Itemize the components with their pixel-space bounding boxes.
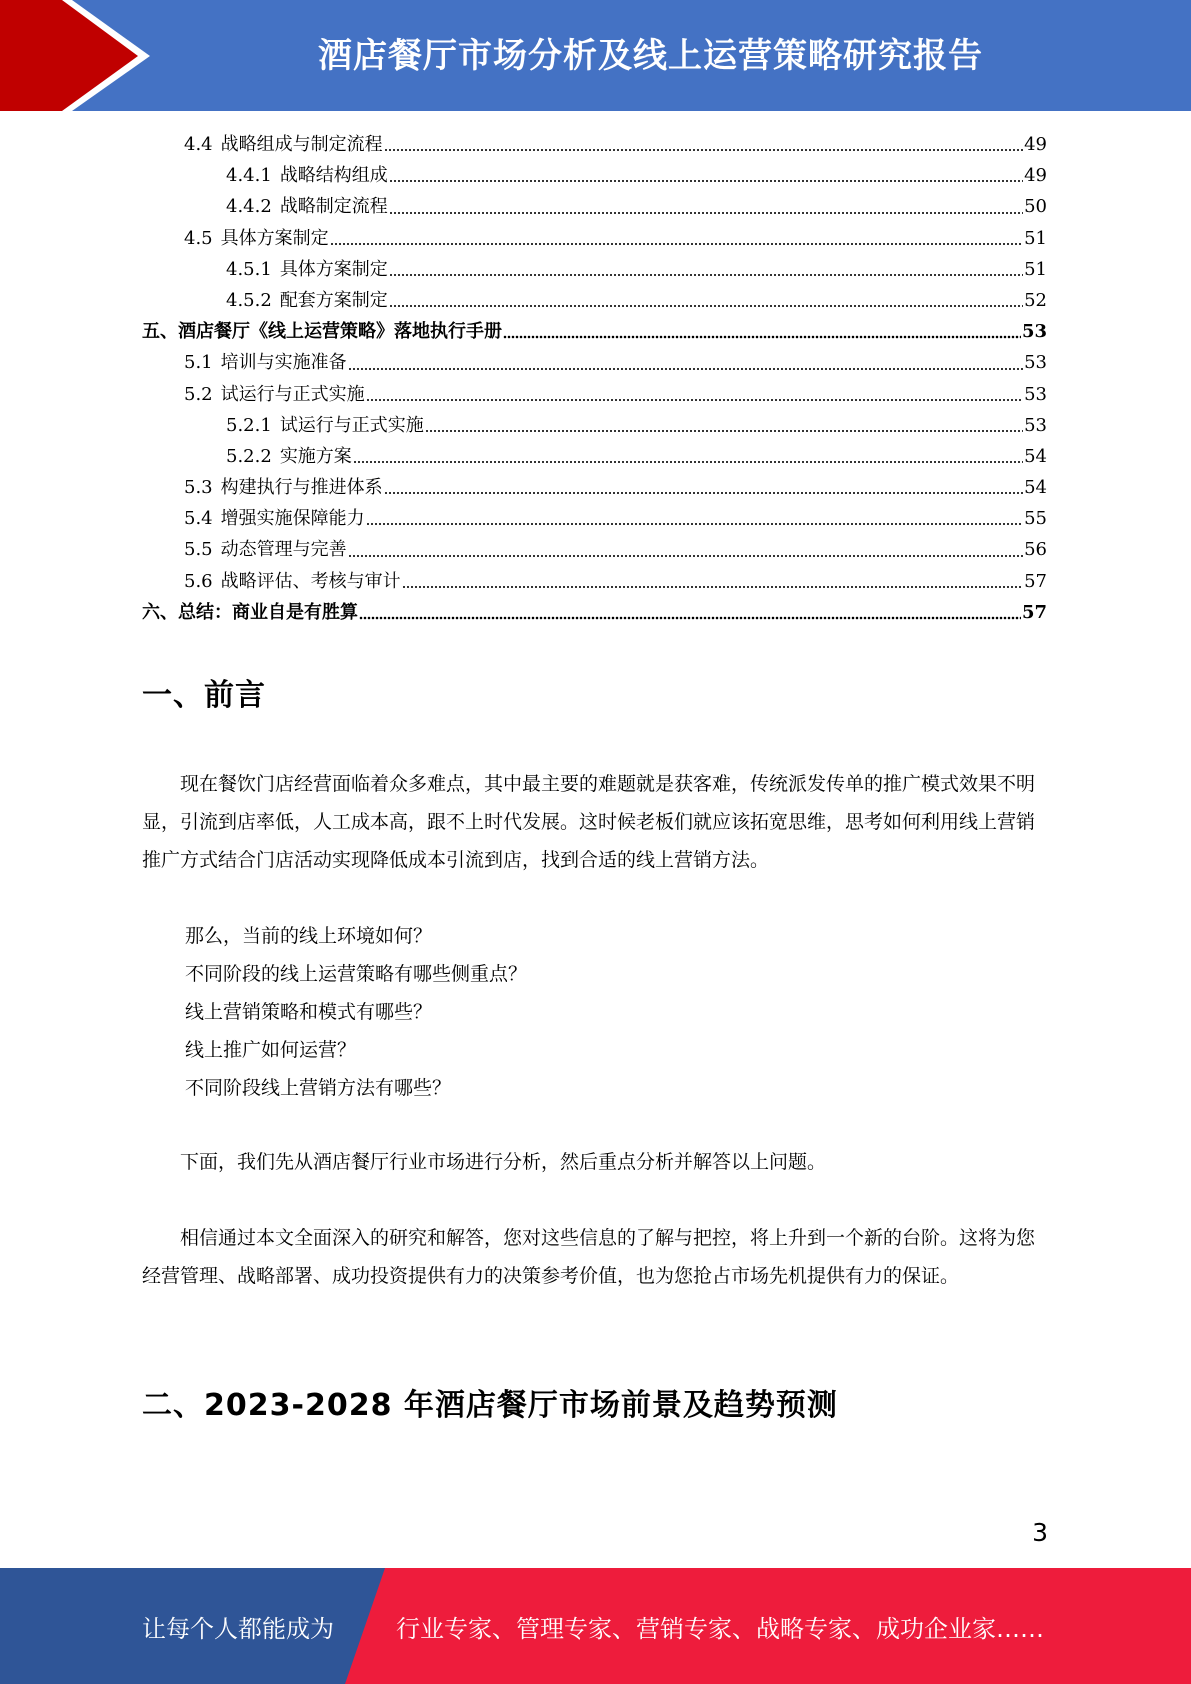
toc-dot-leader bbox=[389, 269, 1023, 277]
toc-entry-number: 5.2.1 bbox=[226, 414, 272, 436]
toc-entry-title: 战略组成与制定流程 bbox=[220, 134, 383, 155]
toc-entry-page: 53 bbox=[1024, 383, 1047, 405]
toc-dot-leader bbox=[384, 487, 1023, 495]
toc-entry-number: 5.2.2 bbox=[226, 445, 272, 467]
toc-entry-title: 试运行与正式实施 bbox=[220, 383, 365, 405]
toc-entry[interactable] bbox=[142, 441, 1047, 472]
toc-entry-page: 57 bbox=[1024, 570, 1047, 592]
toc-entry[interactable] bbox=[142, 347, 1047, 378]
question-list bbox=[185, 917, 527, 1107]
toc-entry[interactable] bbox=[142, 534, 1047, 565]
preface-intro-paragraph: 现在餐饮门店经营面临着众多难点，其中最主要的难题就是获客难，传统派发传单的推广模式效果不明显，引流到店率低，人工成本高，跟不上时代发展。这时候老板们就应该拓宽思维，思考如何利用线上营销推广方式结合门店活动实现降低成本引流到店，找到合适的线上营销方法。 bbox=[142, 773, 1036, 871]
toc-entry-page: 52 bbox=[1024, 289, 1047, 311]
toc-entry-title: 配套方案制定 bbox=[279, 289, 388, 311]
preface-paragraph-2: 下面，我们先从酒店餐厅行业市场进行分析，然后重点分析并解答以上问题。 bbox=[180, 1151, 827, 1173]
question-item: 不同阶段的线上运营策略有哪些侧重点？ bbox=[185, 963, 528, 985]
toc-entry[interactable] bbox=[142, 597, 1047, 628]
toc-dot-leader bbox=[366, 518, 1023, 526]
toc-entry-number: 4.4 bbox=[184, 134, 213, 155]
question-item: 不同阶段线上营销方法有哪些？ bbox=[185, 1077, 452, 1099]
toc-dot-leader bbox=[330, 238, 1023, 246]
toc-entry-page: 53 bbox=[1024, 414, 1047, 436]
toc-entry-page: 51 bbox=[1024, 227, 1047, 249]
toc-dot-leader bbox=[353, 456, 1023, 464]
toc-entry[interactable] bbox=[142, 160, 1047, 191]
footer-slogan-left: 让每个人都能成为 bbox=[142, 1615, 334, 1643]
toc-entry-page: 56 bbox=[1024, 539, 1047, 561]
toc-entry-number: 4.4.2 bbox=[226, 196, 272, 218]
toc-entry[interactable] bbox=[142, 223, 1047, 254]
section-heading-market-forecast: 二、2023-2028 年酒店餐厅市场前景及趋势预测 bbox=[142, 1388, 838, 1423]
toc-entry-number: 5.6 bbox=[184, 570, 213, 592]
question-item: 线上营销策略和模式有哪些？ bbox=[185, 1001, 433, 1023]
toc-entry-number: 5.2 bbox=[184, 383, 213, 405]
toc-entry-page: 50 bbox=[1024, 196, 1047, 218]
toc-dot-leader bbox=[402, 581, 1023, 589]
table-of-contents bbox=[142, 129, 1047, 628]
toc-entry-page: 54 bbox=[1024, 445, 1047, 467]
toc-entry-title: 动态管理与完善 bbox=[220, 539, 347, 561]
toc-dot-leader bbox=[503, 331, 1021, 339]
toc-entry[interactable] bbox=[142, 410, 1047, 441]
toc-entry-title: 实施方案 bbox=[279, 445, 352, 467]
toc-dot-leader bbox=[348, 363, 1023, 371]
footer-slogan-right: 行业专家、管理专家、营销专家、战略专家、成功企业家…… bbox=[396, 1615, 1044, 1643]
toc-dot-leader bbox=[389, 207, 1023, 215]
toc-dot-leader bbox=[366, 394, 1023, 402]
toc-entry-title: 试运行与正式实施 bbox=[279, 414, 424, 436]
question-item: 线上推广如何运营？ bbox=[185, 1039, 357, 1061]
toc-entry[interactable] bbox=[142, 129, 1047, 160]
toc-entry-page: 51 bbox=[1024, 258, 1047, 280]
section-heading-preface: 一、前言 bbox=[142, 678, 266, 713]
toc-entry-title: 具体方案制定 bbox=[220, 227, 329, 249]
toc-entry-title: 六、总结：商业自是有胜算 bbox=[142, 601, 358, 623]
toc-entry-page: 57 bbox=[1021, 601, 1047, 623]
toc-dot-leader bbox=[425, 425, 1023, 433]
toc-entry-page: 53 bbox=[1021, 321, 1047, 343]
toc-entry[interactable] bbox=[142, 316, 1047, 347]
toc-entry-page: 53 bbox=[1024, 352, 1047, 374]
toc-dot-leader bbox=[348, 550, 1023, 558]
toc-entry[interactable] bbox=[142, 379, 1047, 410]
toc-entry-title: 战略评估、考核与审计 bbox=[220, 570, 401, 592]
toc-entry[interactable] bbox=[142, 254, 1047, 285]
toc-entry-title: 战略制定流程 bbox=[279, 196, 388, 218]
toc-entry-number: 4.5.2 bbox=[226, 289, 272, 311]
toc-entry-number: 5.3 bbox=[184, 477, 213, 499]
toc-dot-leader bbox=[359, 612, 1021, 620]
toc-entry-title: 培训与实施准备 bbox=[220, 352, 347, 374]
toc-entry[interactable] bbox=[142, 285, 1047, 316]
page-header bbox=[0, 0, 1191, 111]
toc-entry-title: 五、酒店餐厅《线上运营策略》落地执行手册 bbox=[142, 321, 502, 343]
report-title: 酒店餐厅市场分析及线上运营策略研究报告 bbox=[318, 36, 983, 76]
question-item: 那么，当前的线上环境如何？ bbox=[185, 925, 433, 947]
toc-entry[interactable] bbox=[142, 566, 1047, 597]
toc-entry-page: 49 bbox=[1024, 165, 1047, 187]
toc-entry-page: 49 bbox=[1024, 134, 1047, 155]
toc-dot-leader bbox=[389, 175, 1023, 183]
toc-entry-title: 具体方案制定 bbox=[279, 258, 388, 280]
toc-entry-number: 4.5 bbox=[184, 227, 213, 249]
toc-entry[interactable] bbox=[142, 191, 1047, 222]
toc-dot-leader bbox=[389, 300, 1023, 308]
toc-entry-number: 5.1 bbox=[184, 352, 213, 374]
toc-entry-number: 4.4.1 bbox=[226, 165, 272, 187]
toc-entry-number: 4.5.1 bbox=[226, 258, 272, 280]
toc-entry-title: 战略结构组成 bbox=[279, 165, 388, 187]
toc-entry-title: 构建执行与推进体系 bbox=[220, 477, 383, 499]
toc-entry-page: 54 bbox=[1024, 477, 1047, 499]
toc-dot-leader bbox=[384, 144, 1023, 152]
page-number: 3 bbox=[1032, 1518, 1048, 1547]
preface-paragraph-3: 相信通过本文全面深入的研究和解答，您对这些信息的了解与把控，将上升到一个新的台阶。这将为您经营管理、战略部署、成功投资提供有力的决策参考价值，也为您抢占市场先机提供有力的保证。 bbox=[142, 1227, 1036, 1287]
toc-entry[interactable] bbox=[142, 472, 1047, 503]
toc-entry-number: 5.4 bbox=[184, 508, 213, 530]
toc-entry[interactable] bbox=[142, 503, 1047, 534]
page-footer bbox=[0, 1568, 1191, 1684]
toc-entry-number: 5.5 bbox=[184, 539, 213, 561]
toc-entry-title: 增强实施保障能力 bbox=[220, 508, 365, 530]
toc-entry-page: 55 bbox=[1024, 508, 1047, 530]
